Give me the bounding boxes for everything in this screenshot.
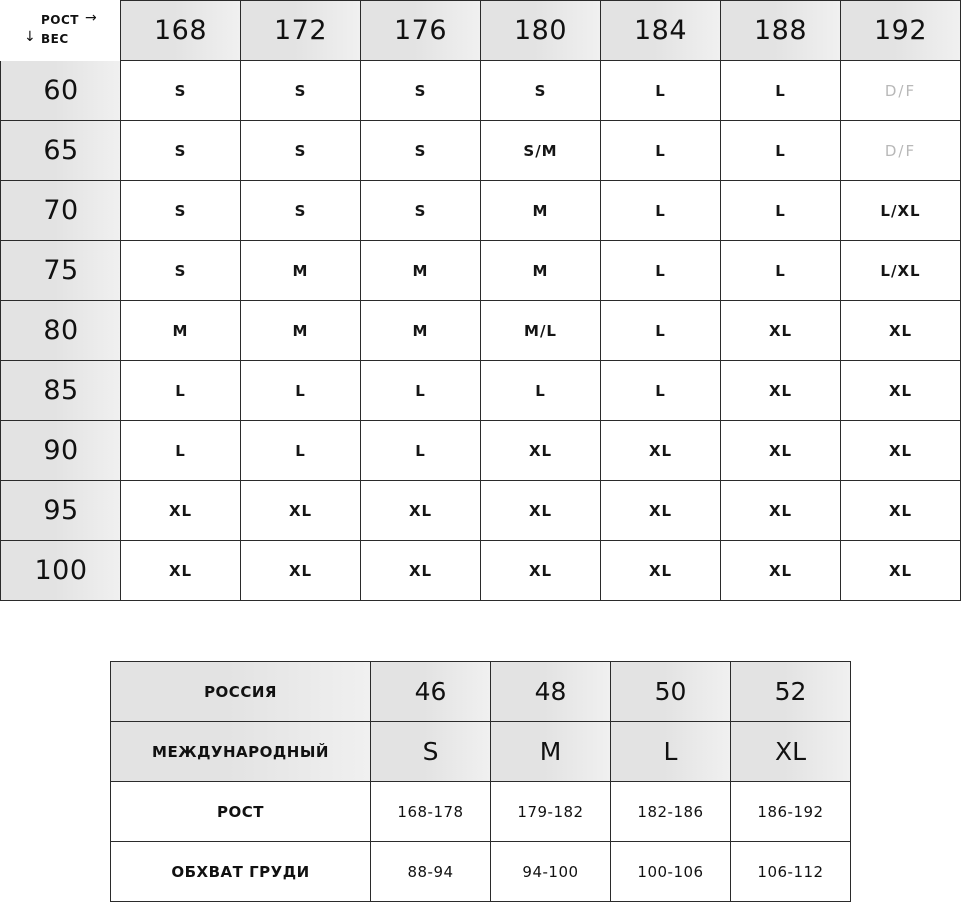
size-cell: M bbox=[120, 301, 240, 361]
size-cell: L bbox=[120, 361, 240, 421]
size-cell: S bbox=[240, 121, 360, 181]
weight-header-cell: 70 bbox=[0, 181, 121, 241]
height-axis-label: РОСТ bbox=[41, 13, 79, 27]
conversion-value-cell: 106-112 bbox=[730, 841, 851, 902]
size-cell: L bbox=[600, 301, 720, 361]
size-cell: XL bbox=[600, 481, 720, 541]
weight-header-cell: 80 bbox=[0, 301, 121, 361]
size-cell: XL bbox=[720, 541, 840, 601]
size-cell: M bbox=[360, 241, 480, 301]
arrow-right-icon: → bbox=[85, 10, 97, 26]
size-cell: S bbox=[120, 121, 240, 181]
size-cell: L bbox=[600, 121, 720, 181]
size-cell: S/M bbox=[480, 121, 600, 181]
size-cell: XL bbox=[240, 481, 360, 541]
conversion-value-cell: 46 bbox=[370, 661, 490, 721]
size-cell: L bbox=[720, 181, 840, 241]
size-cell: XL bbox=[840, 541, 961, 601]
size-cell: XL bbox=[120, 481, 240, 541]
weight-header-cell: 100 bbox=[0, 541, 121, 601]
height-header-cell: 168 bbox=[120, 0, 240, 61]
height-header-cell: 180 bbox=[480, 0, 600, 61]
conversion-value-cell: 168-178 bbox=[370, 781, 490, 841]
conversion-value-cell: M bbox=[490, 721, 610, 781]
size-cell: XL bbox=[720, 301, 840, 361]
size-cell: XL bbox=[840, 361, 961, 421]
size-cell: S bbox=[480, 61, 600, 121]
size-cell: XL bbox=[840, 301, 961, 361]
weight-header-cell: 75 bbox=[0, 241, 121, 301]
conversion-row-label: РОССИЯ bbox=[110, 661, 370, 721]
conversion-row-label: МЕЖДУНАРОДНЫЙ bbox=[110, 721, 370, 781]
size-cell: L bbox=[720, 121, 840, 181]
weight-axis-label: ВЕС bbox=[41, 32, 69, 46]
size-cell: L bbox=[600, 241, 720, 301]
size-cell: M/L bbox=[480, 301, 600, 361]
conversion-value-cell: 94-100 bbox=[490, 841, 610, 902]
conversion-value-cell: 179-182 bbox=[490, 781, 610, 841]
size-cell: L bbox=[120, 421, 240, 481]
height-header-cell: 192 bbox=[840, 0, 961, 61]
size-cell: L bbox=[600, 361, 720, 421]
size-cell: XL bbox=[360, 541, 480, 601]
size-cell: S bbox=[360, 61, 480, 121]
conversion-value-cell: XL bbox=[730, 721, 851, 781]
size-cell: XL bbox=[840, 481, 961, 541]
size-cell: XL bbox=[480, 481, 600, 541]
size-cell: M bbox=[240, 301, 360, 361]
size-cell: L bbox=[600, 61, 720, 121]
weight-header-cell: 60 bbox=[0, 61, 121, 121]
size-cell: XL bbox=[600, 421, 720, 481]
size-cell: XL bbox=[480, 541, 600, 601]
size-cell: XL bbox=[600, 541, 720, 601]
weight-header-cell: 65 bbox=[0, 121, 121, 181]
size-cell: L/XL bbox=[840, 181, 961, 241]
size-cell: D/F bbox=[840, 61, 961, 121]
size-cell: XL bbox=[840, 421, 961, 481]
size-cell: S bbox=[120, 61, 240, 121]
conversion-value-cell: 50 bbox=[610, 661, 730, 721]
size-cell: S bbox=[240, 61, 360, 121]
size-cell: L bbox=[480, 361, 600, 421]
size-cell: S bbox=[120, 241, 240, 301]
size-cell: XL bbox=[720, 481, 840, 541]
size-cell: L/XL bbox=[840, 241, 961, 301]
size-cell: M bbox=[480, 241, 600, 301]
conversion-value-cell: 48 bbox=[490, 661, 610, 721]
size-cell: XL bbox=[240, 541, 360, 601]
conversion-value-cell: L bbox=[610, 721, 730, 781]
height-header-cell: 188 bbox=[720, 0, 840, 61]
conversion-row-label: ОБХВАТ ГРУДИ bbox=[110, 841, 370, 902]
height-header-cell: 172 bbox=[240, 0, 360, 61]
size-cell: L bbox=[240, 421, 360, 481]
size-cell: XL bbox=[120, 541, 240, 601]
size-cell: M bbox=[480, 181, 600, 241]
size-cell: XL bbox=[480, 421, 600, 481]
conversion-value-cell: 100-106 bbox=[610, 841, 730, 902]
size-cell: XL bbox=[720, 421, 840, 481]
size-cell: L bbox=[240, 361, 360, 421]
arrow-down-icon: ↓ bbox=[24, 29, 36, 45]
size-cell: S bbox=[360, 121, 480, 181]
size-cell: D/F bbox=[840, 121, 961, 181]
size-cell: L bbox=[720, 241, 840, 301]
weight-header-cell: 85 bbox=[0, 361, 121, 421]
weight-header-cell: 95 bbox=[0, 481, 121, 541]
size-cell: L bbox=[360, 421, 480, 481]
size-cell: XL bbox=[720, 361, 840, 421]
conversion-value-cell: 52 bbox=[730, 661, 851, 721]
size-cell: L bbox=[360, 361, 480, 421]
size-cell: M bbox=[360, 301, 480, 361]
height-header-cell: 184 bbox=[600, 0, 720, 61]
weight-header-cell: 90 bbox=[0, 421, 121, 481]
conversion-row-label: РОСТ bbox=[110, 781, 370, 841]
conversion-value-cell: 182-186 bbox=[610, 781, 730, 841]
height-header-cell: 176 bbox=[360, 0, 480, 61]
size-cell: S bbox=[120, 181, 240, 241]
size-cell: S bbox=[360, 181, 480, 241]
conversion-value-cell: 88-94 bbox=[370, 841, 490, 902]
conversion-value-cell: S bbox=[370, 721, 490, 781]
size-cell: M bbox=[240, 241, 360, 301]
size-cell: L bbox=[600, 181, 720, 241]
size-cell: XL bbox=[360, 481, 480, 541]
size-cell: L bbox=[720, 61, 840, 121]
conversion-value-cell: 186-192 bbox=[730, 781, 851, 841]
size-cell: S bbox=[240, 181, 360, 241]
